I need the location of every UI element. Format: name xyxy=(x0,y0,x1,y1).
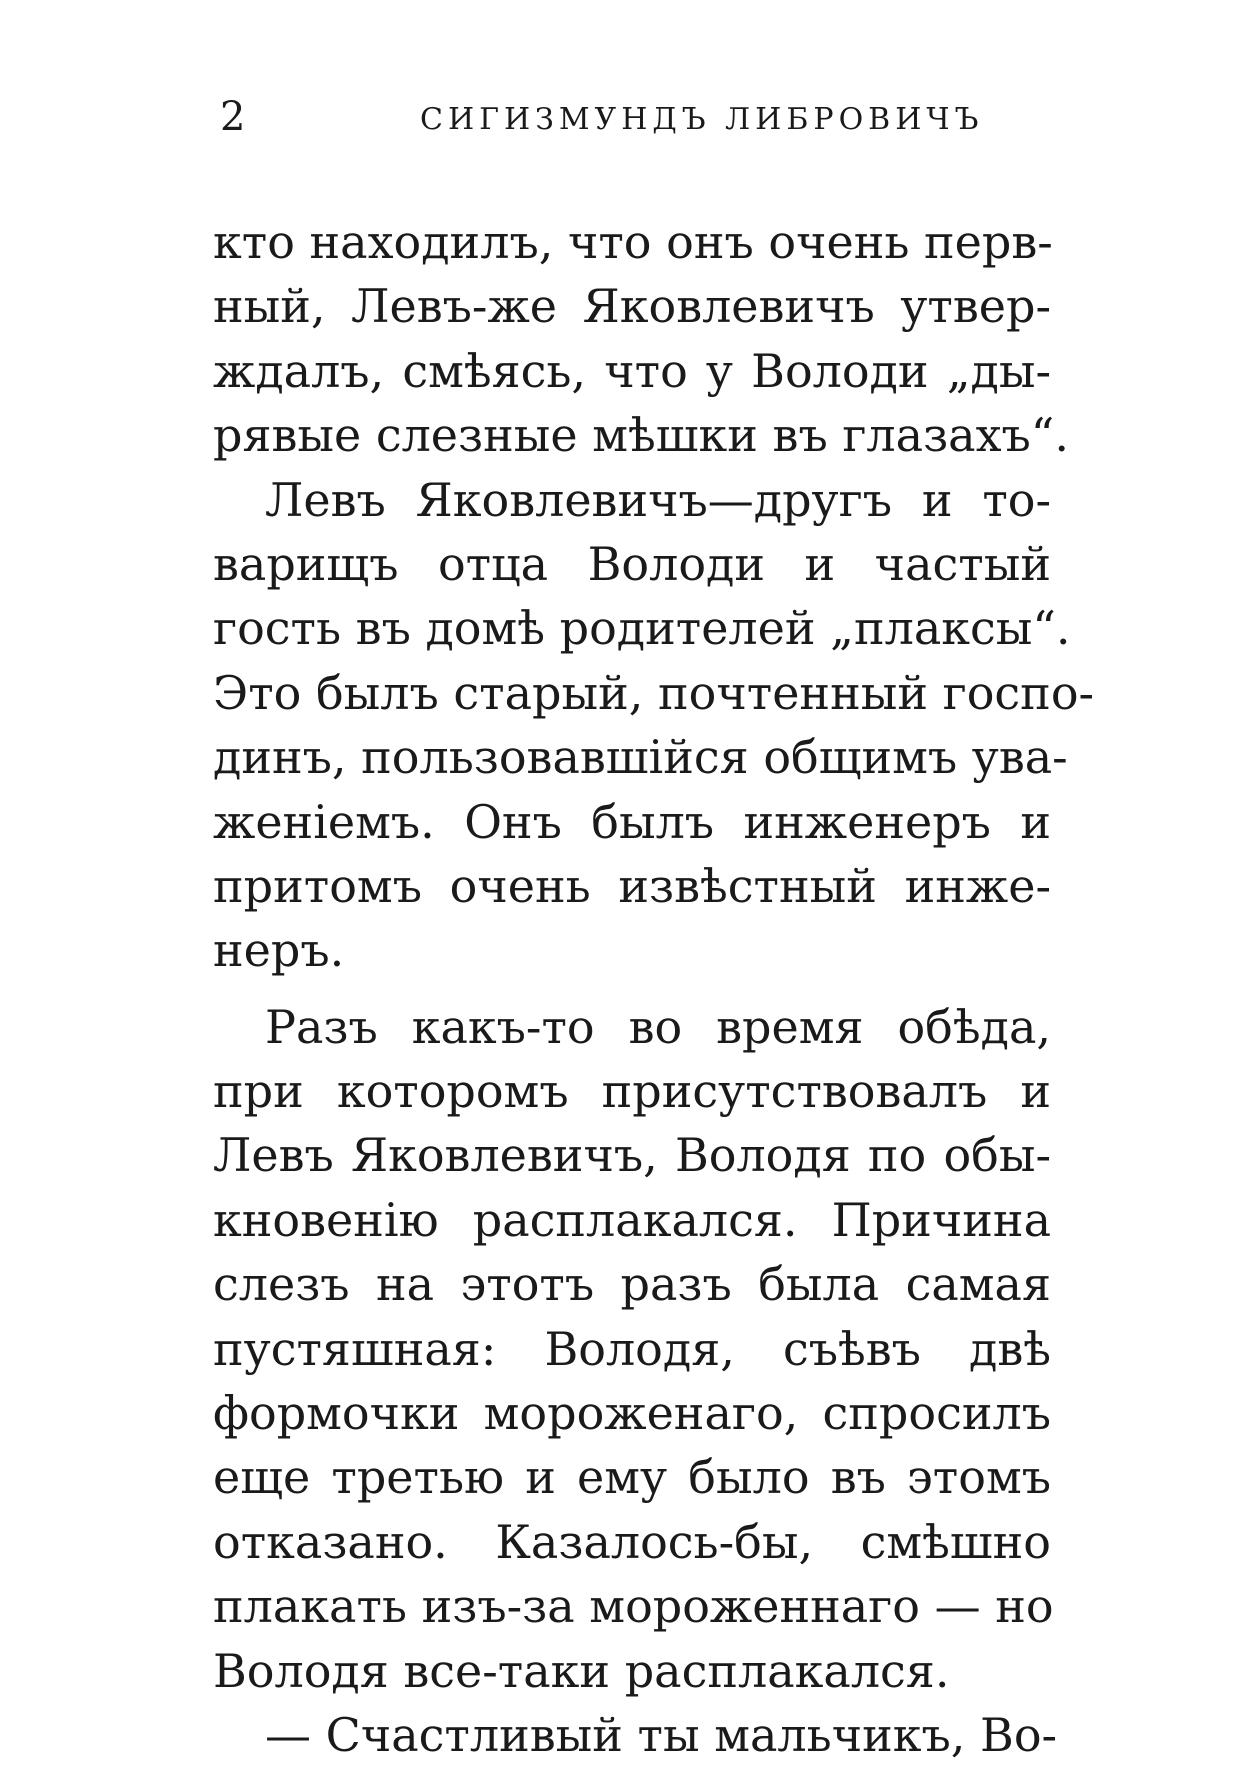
text-line: Володя все-таки расплакался. xyxy=(213,1643,950,1698)
text-line: формочки мороженаго, спросилъ xyxy=(213,1386,1051,1441)
text-line: Левъ Яковлевичъ—другъ и то- xyxy=(265,472,1051,527)
text-body xyxy=(213,210,1095,1767)
text-line: плакать изъ-за мороженнаго — но xyxy=(213,1579,1054,1634)
text-line: слезъ на этотъ разъ была самая xyxy=(213,1257,1051,1312)
text-line: динъ, пользовавшійся общимъ ува- xyxy=(213,730,1068,785)
text-line: Левъ Яковлевичъ, Володя по обы- xyxy=(213,1128,1051,1183)
text-line: кто находилъ, что онъ очень перв- xyxy=(213,215,1053,269)
text-line: кновенію расплакался. Причина xyxy=(213,1192,1051,1247)
paragraph-2 xyxy=(213,468,1095,983)
text-line: Это былъ старый, почтенный госпо- xyxy=(213,665,1095,720)
text-line: ждалъ, смѣясь, что у Володи „ды- xyxy=(213,343,1051,398)
text-line: гость въ домѣ родителей „плаксы“. xyxy=(213,601,1071,656)
text-line: ный, Левъ-же Яковлевичъ утвер- xyxy=(213,279,1051,334)
text-line: притомъ очень извѣстный инже- xyxy=(213,858,1051,913)
text-line: еще третью и ему было въ этомъ xyxy=(213,1450,1051,1505)
text-line: — Счастливый ты мальчикъ, Во- xyxy=(265,1707,1058,1762)
paragraph-3 xyxy=(213,995,1054,1703)
text-line: неръ. xyxy=(213,923,345,978)
text-line: варищъ отца Володи и частый xyxy=(213,536,1051,591)
paragraph-gap xyxy=(213,983,1051,995)
text-line: отказано. Казалось-бы, смѣшно xyxy=(213,1514,1051,1569)
paragraph-1 xyxy=(213,210,1069,468)
paragraph-4 xyxy=(213,1703,1058,1767)
text-line: при которомъ присутствовалъ и xyxy=(213,1064,1051,1119)
text-line: женіемъ. Онъ былъ инженеръ и xyxy=(213,794,1051,849)
text-line: рявые слезные мѣшки въ глазахъ“. xyxy=(213,408,1069,463)
page-number: 2 xyxy=(220,94,247,140)
text-line: Разъ какъ-то во время обѣда, xyxy=(265,999,1051,1054)
text-line: пустяшная: Володя, съѣвъ двѣ xyxy=(213,1321,1051,1376)
running-title: СИГИЗМУНДЪ ЛИБРОВИЧЪ xyxy=(420,102,984,137)
